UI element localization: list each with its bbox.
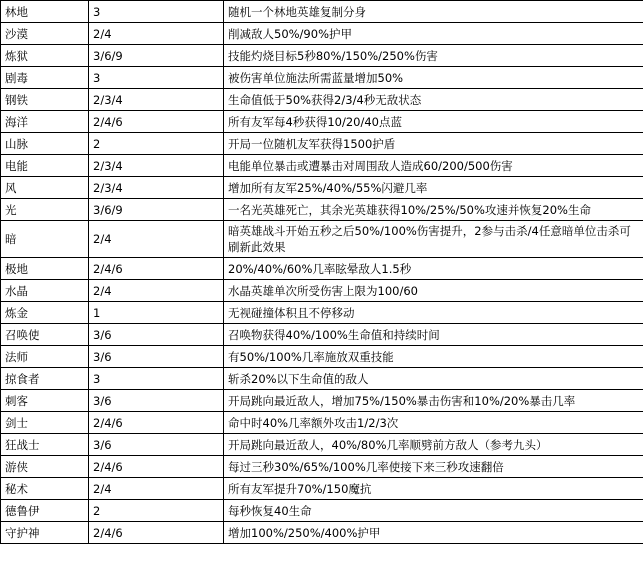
synergy-effect-cell: 电能单位暴击或遭暴击对周围敌人造成60/200/500伤害 [224,155,643,177]
table-row [1,368,643,390]
synergy-tiers-cell: 3/6/9 [89,45,224,67]
synergy-tiers-cell: 2/4 [89,221,224,258]
synergy-tiers-cell: 2/4 [89,23,224,45]
synergy-tiers-cell: 2/4/6 [89,522,224,544]
synergy-effect-cell: 增加100%/250%/400%护甲 [224,522,643,544]
synergy-name-cell: 召唤使 [1,324,89,346]
synergy-effect-cell: 一名光英雄死亡，其余光英雄获得10%/25%/50%攻速并恢复20%生命 [224,199,643,221]
synergy-tiers-cell: 2/4/6 [89,412,224,434]
synergy-name-cell: 沙漠 [1,23,89,45]
synergy-tiers-cell: 2/4/6 [89,258,224,280]
table-row [1,500,643,522]
table-row [1,280,643,302]
synergy-name-cell: 炼狱 [1,45,89,67]
table-row [1,133,643,155]
synergy-effect-cell: 斩杀20%以下生命值的敌人 [224,368,643,390]
table-row [1,522,643,544]
synergy-effect-cell: 增加所有友军25%/40%/55%闪避几率 [224,177,643,199]
table-row [1,1,643,23]
synergy-effect-cell: 开局一位随机友军获得1500护盾 [224,133,643,155]
synergy-effect-cell: 开局跳向最近敌人，40%/80%几率顺劈前方敌人（参考九头） [224,434,643,456]
table-row [1,199,643,221]
synergy-name-cell: 德鲁伊 [1,500,89,522]
synergy-tiers-cell: 2/4 [89,478,224,500]
table-row [1,412,643,434]
synergy-effect-cell: 命中时40%几率额外攻击1/2/3次 [224,412,643,434]
synergy-tiers-cell: 3 [89,67,224,89]
synergy-effect-cell: 每秒恢复40生命 [224,500,643,522]
table-row [1,456,643,478]
synergy-effect-cell: 技能灼烧目标5秒80%/150%/250%伤害 [224,45,643,67]
synergy-effect-cell: 无视碰撞体积且不停移动 [224,302,643,324]
synergy-tiers-cell: 3/6 [89,434,224,456]
synergy-name-cell: 剧毒 [1,67,89,89]
synergy-effect-cell: 暗英雄战斗开始五秒之后50%/100%伤害提升，2参与击杀/4任意暗单位击杀可刷新此效果 [224,221,643,258]
table-row [1,155,643,177]
synergy-name-cell: 电能 [1,155,89,177]
synergy-tiers-cell: 2/4 [89,280,224,302]
synergy-tiers-cell: 2/3/4 [89,177,224,199]
synergy-name-cell: 山脉 [1,133,89,155]
table-row [1,346,643,368]
synergy-name-cell: 游侠 [1,456,89,478]
synergy-effect-cell: 每过三秒30%/65%/100%几率使接下来三秒攻速翻倍 [224,456,643,478]
synergy-name-cell: 林地 [1,1,89,23]
synergy-effect-cell: 随机一个林地英雄复制分身 [224,1,643,23]
table-row [1,258,643,280]
synergy-tiers-cell: 3 [89,368,224,390]
synergy-effect-cell: 被伤害单位施法所需蓝量增加50% [224,67,643,89]
table-row [1,111,643,133]
table-row [1,434,643,456]
synergy-tiers-cell: 2/3/4 [89,155,224,177]
synergy-effect-cell: 生命值低于50%获得2/3/4秒无敌状态 [224,89,643,111]
synergy-name-cell: 炼金 [1,302,89,324]
synergy-tiers-cell: 2/4/6 [89,456,224,478]
synergy-tiers-cell: 3/6 [89,390,224,412]
synergy-name-cell: 秘术 [1,478,89,500]
synergy-tiers-cell: 2 [89,133,224,155]
synergy-tiers-cell: 1 [89,302,224,324]
synergy-effect-cell: 所有友军每4秒获得10/20/40点蓝 [224,111,643,133]
table-row [1,89,643,111]
table-row [1,177,643,199]
synergy-name-cell: 风 [1,177,89,199]
table-row [1,324,643,346]
table-row [1,390,643,412]
synergy-effect-cell: 20%/40%/60%几率眩晕敌人1.5秒 [224,258,643,280]
table-row [1,67,643,89]
synergy-name-cell: 水晶 [1,280,89,302]
synergy-effect-cell: 召唤物获得40%/100%生命值和持续时间 [224,324,643,346]
synergy-tiers-cell: 3 [89,1,224,23]
table-row [1,221,643,258]
table-row [1,23,643,45]
synergy-name-cell: 刺客 [1,390,89,412]
synergy-tiers-cell: 3/6 [89,324,224,346]
synergy-tiers-cell: 2 [89,500,224,522]
synergy-name-cell: 剑士 [1,412,89,434]
synergy-tiers-cell: 2/4/6 [89,111,224,133]
synergy-name-cell: 守护神 [1,522,89,544]
synergy-tiers-cell: 3/6 [89,346,224,368]
synergy-effect-cell: 有50%/100%几率施放双重技能 [224,346,643,368]
synergy-effect-cell: 所有友军提升70%/150魔抗 [224,478,643,500]
synergy-name-cell: 光 [1,199,89,221]
synergy-name-cell: 掠食者 [1,368,89,390]
synergy-name-cell: 狂战士 [1,434,89,456]
synergy-name-cell: 法师 [1,346,89,368]
table-row [1,478,643,500]
synergy-name-cell: 海洋 [1,111,89,133]
table-row [1,45,643,67]
synergy-name-cell: 钢铁 [1,89,89,111]
synergy-tiers-cell: 3/6/9 [89,199,224,221]
synergy-effect-cell: 削减敌人50%/90%护甲 [224,23,643,45]
synergy-effect-cell: 开局跳向最近敌人，增加75%/150%暴击伤害和10%/20%暴击几率 [224,390,643,412]
synergy-effect-cell: 水晶英雄单次所受伤害上限为100/60 [224,280,643,302]
synergy-name-cell: 极地 [1,258,89,280]
synergy-name-cell: 暗 [1,221,89,258]
synergy-tiers-cell: 2/3/4 [89,89,224,111]
table-row [1,302,643,324]
